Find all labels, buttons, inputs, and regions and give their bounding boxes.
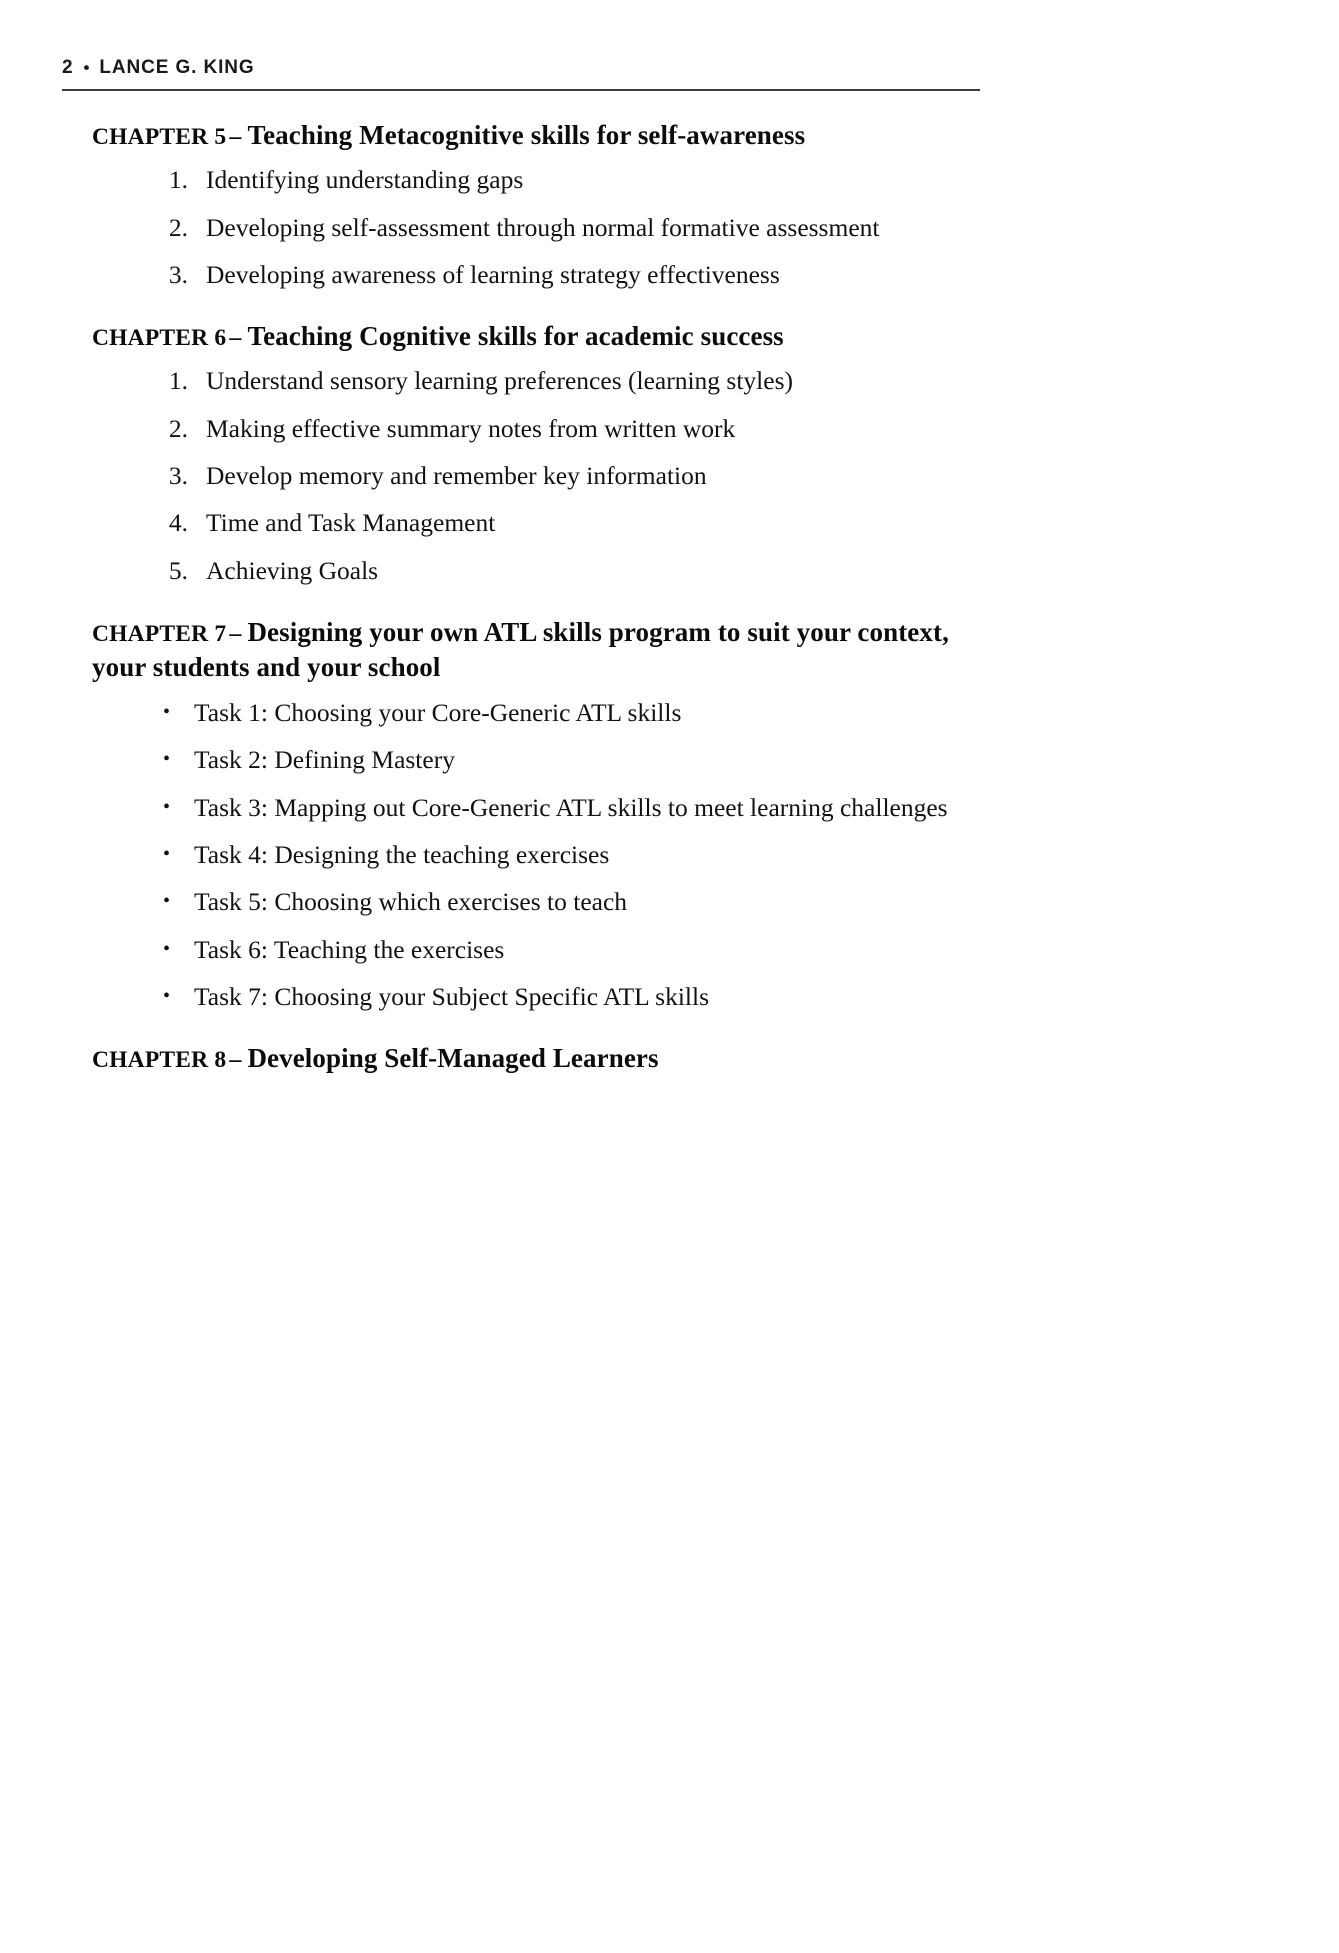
chapter-title: Teaching Metacognitive skills for self-awareness — [247, 120, 806, 150]
list-item — [92, 745, 982, 774]
list-item — [92, 698, 982, 727]
list-marker: 5. — [168, 555, 188, 585]
chapter-label: CHAPTER 5 — [92, 124, 227, 150]
list-item-label: Understand sensory learning preferences (learning styles) — [206, 366, 793, 396]
chapter-7-task-list — [92, 698, 982, 1011]
list-item-label: Developing awareness of learning strategy effectiveness — [206, 259, 780, 289]
chapter-label: CHAPTER 7 — [92, 620, 227, 647]
page-number: 2 — [62, 57, 74, 78]
chapter-title: Designing your own ATL skills program to suit your context, your students and your school — [92, 616, 949, 683]
list-item-label: Achieving Goals — [206, 555, 379, 585]
list-item — [92, 461, 982, 490]
running-author-title: LANCE G. KING — [99, 57, 255, 78]
chapter-title: Teaching Cognitive skills for academic success — [247, 321, 784, 352]
header-divider — [62, 89, 980, 91]
list-item-label: Task 1: Choosing your Core-Generic ATL skills — [194, 698, 682, 728]
list-marker: 1. — [168, 165, 188, 195]
list-marker: 2. — [168, 212, 188, 242]
list-item — [92, 556, 982, 585]
table-of-contents — [92, 118, 982, 1077]
list-item-label: Task 6: Teaching the exercises — [194, 934, 505, 964]
chapter-dash: – — [229, 1047, 242, 1074]
chapter-block-6 — [92, 319, 982, 585]
chapter-heading-6 — [92, 319, 982, 354]
list-marker: 4. — [168, 508, 188, 538]
list-item — [92, 935, 982, 964]
list-item — [92, 887, 982, 916]
chapter-dash: – — [229, 124, 242, 150]
bullet-icon: • — [162, 985, 170, 1008]
running-header — [62, 57, 980, 79]
chapter-label: CHAPTER 6 — [92, 325, 227, 352]
chapter-block-5 — [92, 118, 982, 289]
list-item — [92, 982, 982, 1011]
list-item-label: Developing self-assessment through normal formative assessment — [206, 212, 880, 242]
chapter-heading-8 — [92, 1041, 982, 1076]
chapter-title: Developing Self-Managed Learners — [247, 1043, 659, 1074]
list-item-label: Time and Task Management — [206, 508, 496, 538]
list-item — [92, 213, 982, 242]
list-item — [92, 165, 982, 194]
chapter-heading-7 — [92, 615, 982, 685]
list-marker: 3. — [168, 259, 188, 289]
list-item-label: Task 2: Defining Mastery — [194, 745, 455, 775]
bullet-icon: • — [162, 701, 170, 724]
chapter-heading-5 — [92, 118, 982, 153]
bullet-separator-icon: • — [83, 58, 91, 77]
bullet-icon: • — [162, 748, 170, 771]
chapter-label: CHAPTER 8 — [92, 1047, 227, 1074]
running-header-line — [62, 57, 980, 79]
list-item-label: Develop memory and remember key information — [206, 460, 707, 490]
chapter-6-item-list — [92, 366, 982, 585]
list-item — [92, 366, 982, 395]
list-item — [92, 414, 982, 443]
list-item-label: Task 7: Choosing your Subject Specific ATL skills — [194, 982, 710, 1012]
chapter-dash: – — [229, 620, 242, 647]
chapter-5-item-list — [92, 165, 982, 289]
list-item-label: Task 3: Mapping out Core-Generic ATL skills to meet learning challenges — [194, 792, 948, 822]
list-item — [92, 840, 982, 869]
chapter-dash: – — [229, 325, 242, 352]
list-item-label: Making effective summary notes from written work — [206, 413, 736, 443]
list-marker: 3. — [168, 460, 188, 490]
list-item — [92, 260, 982, 289]
bullet-icon: • — [162, 795, 170, 818]
list-marker: 1. — [168, 366, 188, 396]
list-item — [92, 793, 982, 822]
chapter-block-8 — [92, 1041, 982, 1076]
list-item-label: Identifying understanding gaps — [206, 165, 524, 195]
list-item — [92, 508, 982, 537]
chapter-block-7 — [92, 615, 982, 1011]
list-item-label: Task 5: Choosing which exercises to teach — [194, 887, 628, 917]
list-item-label: Task 4: Designing the teaching exercises — [194, 840, 610, 870]
bullet-icon: • — [162, 890, 170, 913]
bullet-icon: • — [162, 843, 170, 866]
bullet-icon: • — [162, 937, 170, 960]
list-marker: 2. — [168, 413, 188, 443]
